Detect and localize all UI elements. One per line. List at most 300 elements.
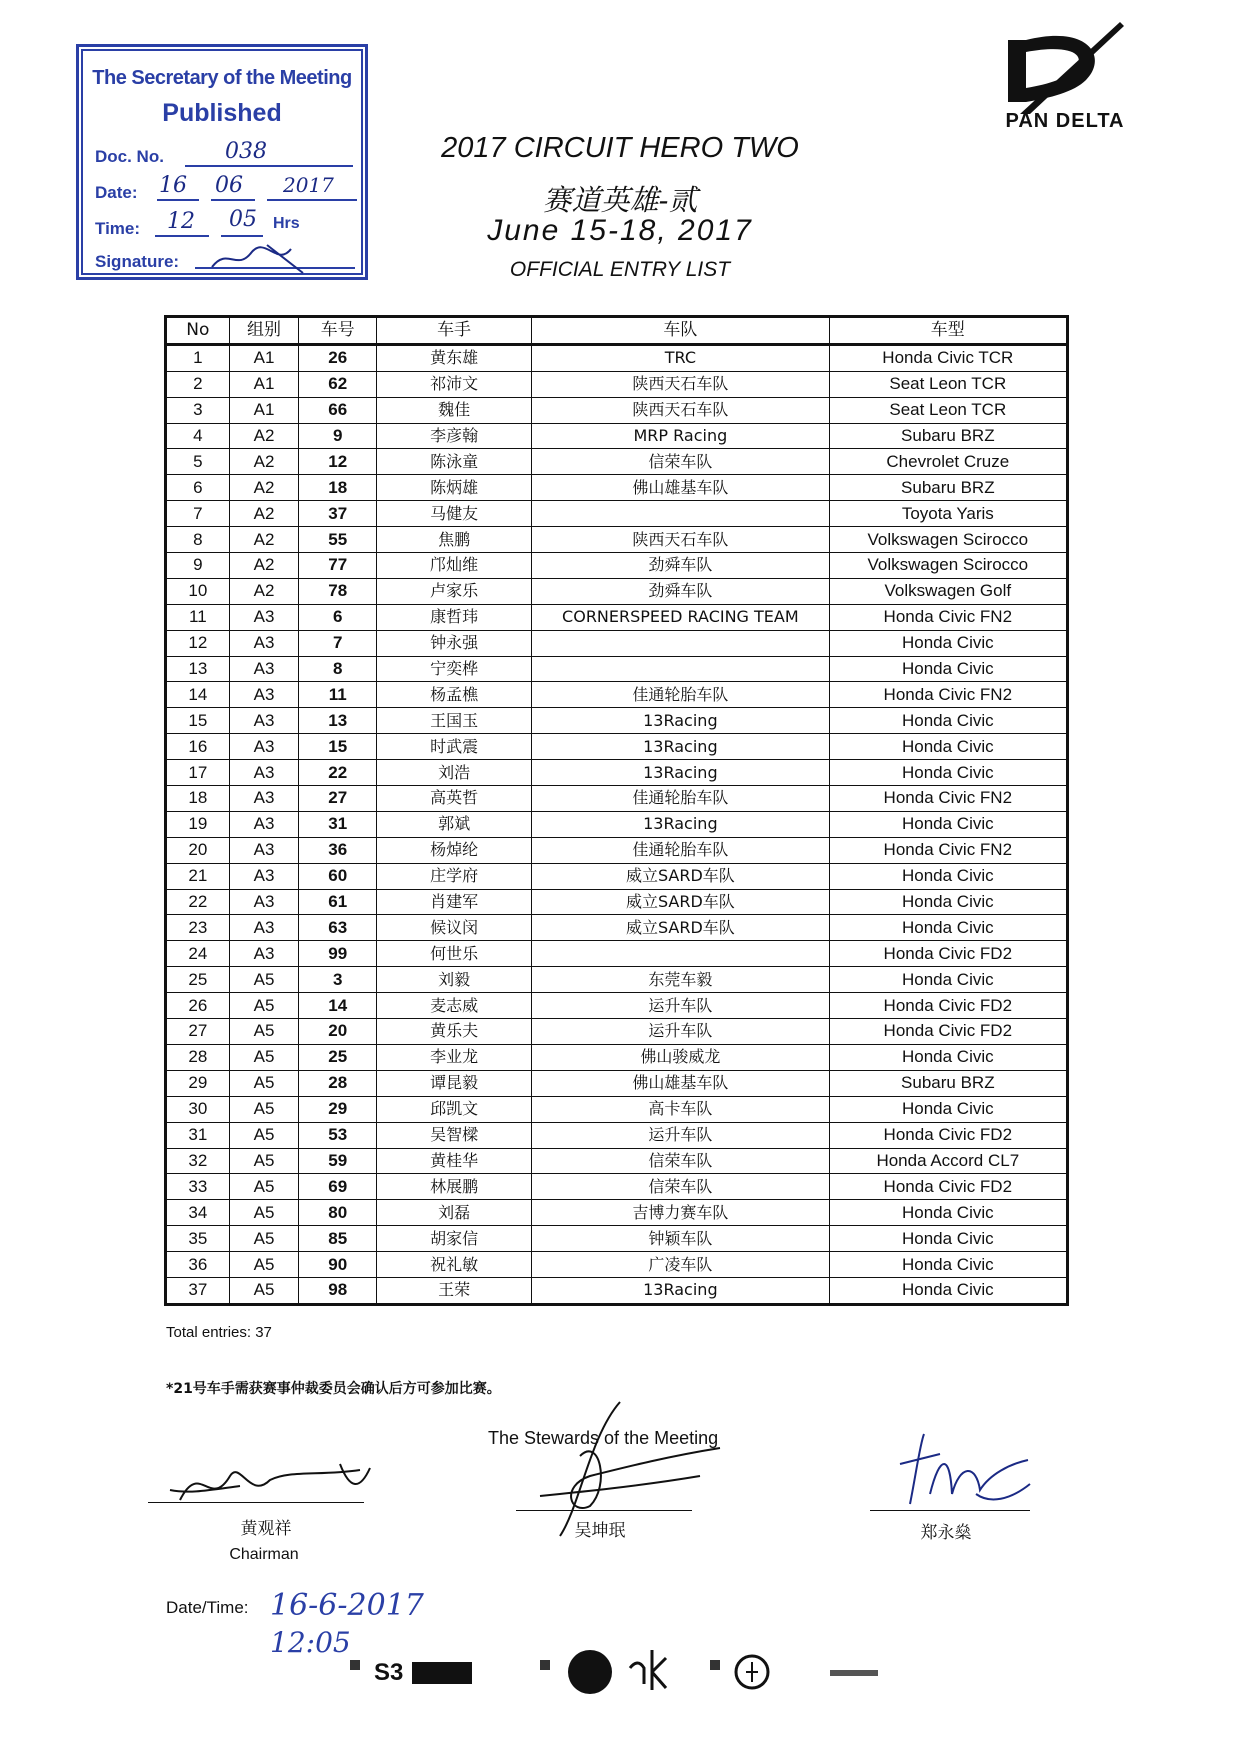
table-row [166,449,1068,475]
table-row [166,1252,1068,1278]
cell-no: 10 [166,578,230,604]
cell-driver: 祁沛文 [377,371,532,397]
cell-no: 35 [166,1226,230,1252]
cell-no: 12 [166,630,230,656]
cell-team: 陕西天石车队 [532,397,829,423]
cell-car-model: Honda Civic [829,630,1067,656]
cell-class: A1 [229,371,299,397]
cell-no: 5 [166,449,230,475]
cell-team: 威立SARD车队 [532,889,829,915]
cell-driver: 何世乐 [377,941,532,967]
cell-no: 15 [166,708,230,734]
cell-team: 13Racing [532,734,829,760]
cell-driver: 林展鹏 [377,1174,532,1200]
steward1-signature [150,1440,390,1520]
cell-team: 陕西天石车队 [532,527,829,553]
cell-driver: 刘毅 [377,967,532,993]
cell-class: A3 [229,837,299,863]
table-row [166,760,1068,786]
svg-text:S3: S3 [374,1659,404,1686]
datetime-label: Date/Time: [166,1598,249,1617]
cell-car-model: Volkswagen Golf [829,578,1067,604]
cell-driver: 郭斌 [377,811,532,837]
cell-driver: 邱凯文 [377,1096,532,1122]
steward3-signature [880,1424,1040,1514]
cell-driver: 李业龙 [377,1044,532,1070]
cell-class: A5 [229,1174,299,1200]
cell-class: A2 [229,501,299,527]
cell-no: 21 [166,863,230,889]
cell-driver: 候议闵 [377,915,532,941]
cell-class: A2 [229,423,299,449]
stamp-signature-scribble [207,237,317,277]
stamp-doc-value: 038 [225,139,267,164]
cell-driver: 康哲玮 [377,604,532,630]
header-class: 组别 [229,317,299,345]
cell-car-number: 28 [299,1070,377,1096]
cell-class: A3 [229,811,299,837]
cell-driver: 陈泳童 [377,449,532,475]
cell-driver: 吴智樑 [377,1122,532,1148]
cell-class: A3 [229,863,299,889]
cell-car-model: Volkswagen Scirocco [829,553,1067,579]
cell-class: A3 [229,656,299,682]
cell-car-model: Honda Civic [829,1096,1067,1122]
cell-class: A1 [229,344,299,371]
cell-no: 28 [166,1044,230,1070]
table-row [166,1122,1068,1148]
cell-class: A5 [229,1277,299,1304]
table-row [166,344,1068,371]
stamp-status: Published [162,99,282,127]
cell-car-number: 77 [299,553,377,579]
table-row [166,734,1068,760]
cell-class: A3 [229,630,299,656]
entry-list-table [164,315,1069,1306]
cell-team: 信荣车队 [532,1174,829,1200]
cell-driver: 卢家乐 [377,578,532,604]
cell-team: 运升车队 [532,993,829,1019]
cell-no: 34 [166,1200,230,1226]
table-row [166,967,1068,993]
cell-car-model: Honda Civic FD2 [829,941,1067,967]
stamp-date-line-day [157,199,199,201]
datetime-time: 12:05 [270,1626,351,1659]
cell-car-number: 11 [299,682,377,708]
datetime-date: 16-6-2017 [270,1588,424,1623]
cell-car-model: Honda Civic [829,656,1067,682]
cell-car-number: 37 [299,501,377,527]
sponsor-logo-1-icon [350,1659,472,1686]
cell-car-number: 59 [299,1148,377,1174]
cell-driver: 黄东雄 [377,344,532,371]
table-row [166,1174,1068,1200]
stamp-date-day: 16 [159,173,187,198]
cell-no: 36 [166,1252,230,1278]
cell-car-model: Honda Civic FN2 [829,786,1067,812]
stamp-doc-label: Doc. No. [95,147,164,166]
cell-car-number: 63 [299,915,377,941]
table-row [166,941,1068,967]
cell-car-model: Honda Civic [829,889,1067,915]
cell-car-model: Toyota Yaris [829,501,1067,527]
cell-class: A5 [229,1096,299,1122]
cell-team: MRP Racing [532,423,829,449]
cell-team: 13Racing [532,1277,829,1304]
cell-car-number: 99 [299,941,377,967]
cell-driver: 祝礼敏 [377,1252,532,1278]
cell-driver: 黄乐夫 [377,1019,532,1045]
table-row [166,837,1068,863]
cell-team [532,656,829,682]
cell-car-model: Honda Civic [829,1277,1067,1304]
stamp-date-label: Date: [95,183,138,202]
cell-team: 信荣车队 [532,1148,829,1174]
cell-car-model: Chevrolet Cruze [829,449,1067,475]
cell-class: A3 [229,682,299,708]
cell-car-number: 12 [299,449,377,475]
header-team: 车队 [532,317,829,345]
cell-team: 佳通轮胎车队 [532,837,829,863]
cell-car-model: Volkswagen Scirocco [829,527,1067,553]
cell-class: A2 [229,475,299,501]
document-subtitle: OFFICIAL ENTRY LIST [509,258,731,281]
cell-no: 26 [166,993,230,1019]
cell-car-number: 26 [299,344,377,371]
cell-class: A2 [229,578,299,604]
stamp-heading: The Secretary of the Meeting [92,67,352,89]
cell-no: 18 [166,786,230,812]
cell-driver: 陈炳雄 [377,475,532,501]
table-row [166,475,1068,501]
cell-driver: 马健友 [377,501,532,527]
stewards-title: The Stewards of the Meeting [488,1428,719,1448]
event-title: 2017 CIRCUIT HERO TWO [441,132,799,164]
table-row [166,889,1068,915]
cell-no: 27 [166,1019,230,1045]
cell-no: 20 [166,837,230,863]
cell-car-model: Subaru BRZ [829,475,1067,501]
cell-team [532,501,829,527]
cell-driver: 杨孟樵 [377,682,532,708]
cell-class: A3 [229,760,299,786]
cell-class: A5 [229,1148,299,1174]
cell-team: 广凌车队 [532,1252,829,1278]
cell-no: 11 [166,604,230,630]
table-row [166,1226,1068,1252]
cell-car-number: 15 [299,734,377,760]
cell-no: 8 [166,527,230,553]
table-row [166,553,1068,579]
cell-car-number: 9 [299,423,377,449]
cell-team: 陕西天石车队 [532,371,829,397]
cell-car-number: 66 [299,397,377,423]
cell-team: 13Racing [532,760,829,786]
cell-no: 22 [166,889,230,915]
cell-driver: 魏佳 [377,397,532,423]
table-row [166,811,1068,837]
cell-car-number: 14 [299,993,377,1019]
table-row [166,527,1068,553]
table-row [166,656,1068,682]
cell-driver: 麦志威 [377,993,532,1019]
stamp-time-unit: Hrs [273,215,300,232]
cell-class: A2 [229,449,299,475]
cell-car-number: 6 [299,604,377,630]
cell-car-model: Seat Leon TCR [829,397,1067,423]
cell-car-number: 53 [299,1122,377,1148]
cell-team: 劲舜车队 [532,553,829,579]
cell-class: A3 [229,915,299,941]
stamp-time-hour: 12 [167,209,195,234]
cell-driver: 高英哲 [377,786,532,812]
cell-no: 37 [166,1277,230,1304]
cell-no: 33 [166,1174,230,1200]
cell-team: 13Racing [532,708,829,734]
cell-car-number: 7 [299,630,377,656]
cell-car-model: Subaru BRZ [829,423,1067,449]
stamp-date-line-year [267,199,357,201]
header-driver: 车手 [377,317,532,345]
steward2-line [516,1510,692,1511]
cell-car-number: 60 [299,863,377,889]
table-row [166,708,1068,734]
cell-driver: 胡家信 [377,1226,532,1252]
cell-car-model: Subaru BRZ [829,1070,1067,1096]
cell-no: 9 [166,553,230,579]
cell-car-number: 55 [299,527,377,553]
cell-car-model: Honda Accord CL7 [829,1148,1067,1174]
cell-class: A1 [229,397,299,423]
stamp-signature-label: Signature: [95,252,180,271]
table-row [166,423,1068,449]
cell-team [532,630,829,656]
table-row [166,371,1068,397]
cell-class: A3 [229,734,299,760]
cell-car-number: 8 [299,656,377,682]
cell-team: 东莞车毅 [532,967,829,993]
cell-team: 劲舜车队 [532,578,829,604]
cell-car-number: 62 [299,371,377,397]
sponsor-logo-5-icon [830,1670,878,1676]
cell-car-model: Honda Civic [829,811,1067,837]
cell-car-number: 22 [299,760,377,786]
table-row [166,682,1068,708]
cell-driver: 钟永强 [377,630,532,656]
cell-car-model: Honda Civic [829,967,1067,993]
cell-car-number: 25 [299,1044,377,1070]
cell-team: TRC [532,344,829,371]
cell-team: 佳通轮胎车队 [532,682,829,708]
cell-driver: 邝灿维 [377,553,532,579]
sponsor-logo-2-icon [540,1650,612,1694]
total-entries: Total entries: 37 [166,1324,272,1341]
cell-car-model: Seat Leon TCR [829,371,1067,397]
table-header-row [166,317,1068,345]
cell-no: 17 [166,760,230,786]
header-car-model: 车型 [829,317,1067,345]
cell-car-number: 90 [299,1252,377,1278]
cell-driver: 时武震 [377,734,532,760]
cell-team: 佛山骏威龙 [532,1044,829,1070]
cell-car-number: 13 [299,708,377,734]
sponsor-logos [340,1640,900,1700]
cell-no: 24 [166,941,230,967]
cell-class: A5 [229,1070,299,1096]
table-row [166,863,1068,889]
cell-car-number: 29 [299,1096,377,1122]
cell-class: A5 [229,1226,299,1252]
cell-car-model: Honda Civic FN2 [829,682,1067,708]
table-row [166,501,1068,527]
cell-no: 23 [166,915,230,941]
cell-car-model: Honda Civic FN2 [829,837,1067,863]
cell-class: A2 [229,553,299,579]
cell-no: 1 [166,344,230,371]
stamp-time-min: 05 [229,207,257,232]
table-row [166,578,1068,604]
cell-car-model: Honda Civic [829,760,1067,786]
cell-class: A3 [229,708,299,734]
table-row [166,1096,1068,1122]
cell-team: 钟颖车队 [532,1226,829,1252]
table-row [166,1148,1068,1174]
cell-car-model: Honda Civic [829,863,1067,889]
cell-no: 13 [166,656,230,682]
cell-team: 吉博力赛车队 [532,1200,829,1226]
cell-driver: 刘浩 [377,760,532,786]
steward1-name: 黄观祥 [240,1519,292,1539]
cell-no: 7 [166,501,230,527]
table-row [166,1019,1068,1045]
cell-car-model: Honda Civic [829,915,1067,941]
cell-car-model: Honda Civic [829,734,1067,760]
cell-team: 威立SARD车队 [532,915,829,941]
cell-car-model: Honda Civic [829,1044,1067,1070]
cell-team: 佳通轮胎车队 [532,786,829,812]
cell-car-number: 36 [299,837,377,863]
header-car-number: 车号 [299,317,377,345]
cell-class: A3 [229,786,299,812]
stamp-time-label: Time: [95,219,141,238]
table-row [166,604,1068,630]
cell-no: 16 [166,734,230,760]
cell-driver: 宁奕桦 [377,656,532,682]
cell-class: A3 [229,604,299,630]
cell-driver: 谭昆毅 [377,1070,532,1096]
cell-car-model: Honda Civic [829,1200,1067,1226]
cell-driver: 肖建军 [377,889,532,915]
cell-no: 4 [166,423,230,449]
table-row [166,630,1068,656]
cell-team: 运升车队 [532,1122,829,1148]
cell-no: 3 [166,397,230,423]
cell-car-number: 20 [299,1019,377,1045]
cell-car-number: 80 [299,1200,377,1226]
table-row [166,1044,1068,1070]
cell-team: CORNERSPEED RACING TEAM [532,604,829,630]
cell-class: A5 [229,1200,299,1226]
cell-class: A3 [229,889,299,915]
cell-car-model: Honda Civic FD2 [829,1122,1067,1148]
event-dates: June 15-18, 2017 [487,214,753,247]
cell-team [532,941,829,967]
cell-no: 14 [166,682,230,708]
cell-driver: 王荣 [377,1277,532,1304]
cell-car-number: 69 [299,1174,377,1200]
cell-team: 信荣车队 [532,449,829,475]
table-row [166,915,1068,941]
cell-no: 32 [166,1148,230,1174]
cell-driver: 杨焯纶 [377,837,532,863]
cell-class: A5 [229,993,299,1019]
cell-team: 高卡车队 [532,1096,829,1122]
cell-driver: 黄桂华 [377,1148,532,1174]
cell-class: A5 [229,1044,299,1070]
steward1-line [148,1502,364,1503]
published-stamp [76,44,368,280]
cell-no: 30 [166,1096,230,1122]
cell-class: A5 [229,1122,299,1148]
steward3-line [870,1510,1030,1511]
cell-car-number: 85 [299,1226,377,1252]
cell-no: 6 [166,475,230,501]
cell-car-number: 78 [299,578,377,604]
sponsor-logo-3-icon [630,1650,666,1690]
table-row [166,1200,1068,1226]
steward1-role: Chairman [229,1546,299,1563]
cell-no: 31 [166,1122,230,1148]
event-title-cn: 赛道英雄-贰 [542,183,698,217]
cell-team: 佛山雄基车队 [532,475,829,501]
cell-class: A5 [229,967,299,993]
stamp-date-line-month [211,199,255,201]
cell-car-number: 27 [299,786,377,812]
cell-team: 威立SARD车队 [532,863,829,889]
cell-class: A2 [229,527,299,553]
cell-car-model: Honda Civic FD2 [829,1019,1067,1045]
stamp-date-year: 2017 [283,173,334,197]
cell-car-model: Honda Civic FD2 [829,993,1067,1019]
cell-driver: 李彦翰 [377,423,532,449]
cell-class: A3 [229,941,299,967]
cell-driver: 焦鹏 [377,527,532,553]
cell-driver: 庄学府 [377,863,532,889]
cell-no: 19 [166,811,230,837]
cell-team: 佛山雄基车队 [532,1070,829,1096]
cell-no: 2 [166,371,230,397]
steward3-name: 郑永燊 [920,1523,972,1543]
cell-car-model: Honda Civic TCR [829,344,1067,371]
cell-car-number: 98 [299,1277,377,1304]
sponsor-logo-4-icon [710,1656,768,1688]
table-row [166,1277,1068,1304]
cell-team: 运升车队 [532,1019,829,1045]
cell-car-model: Honda Civic FD2 [829,1174,1067,1200]
cell-no: 29 [166,1070,230,1096]
cell-car-model: Honda Civic [829,708,1067,734]
table-row [166,993,1068,1019]
cell-car-number: 31 [299,811,377,837]
cell-car-model: Honda Civic [829,1252,1067,1278]
steward2-name: 吴坤珉 [574,1521,626,1541]
stamp-doc-line [185,165,353,167]
stamp-time-line-hour [155,235,209,237]
footnote: *21号车手需获赛事仲裁委员会确认后方可参加比赛。 [166,1381,501,1397]
table-row [166,786,1068,812]
cell-car-number: 61 [299,889,377,915]
cell-no: 25 [166,967,230,993]
